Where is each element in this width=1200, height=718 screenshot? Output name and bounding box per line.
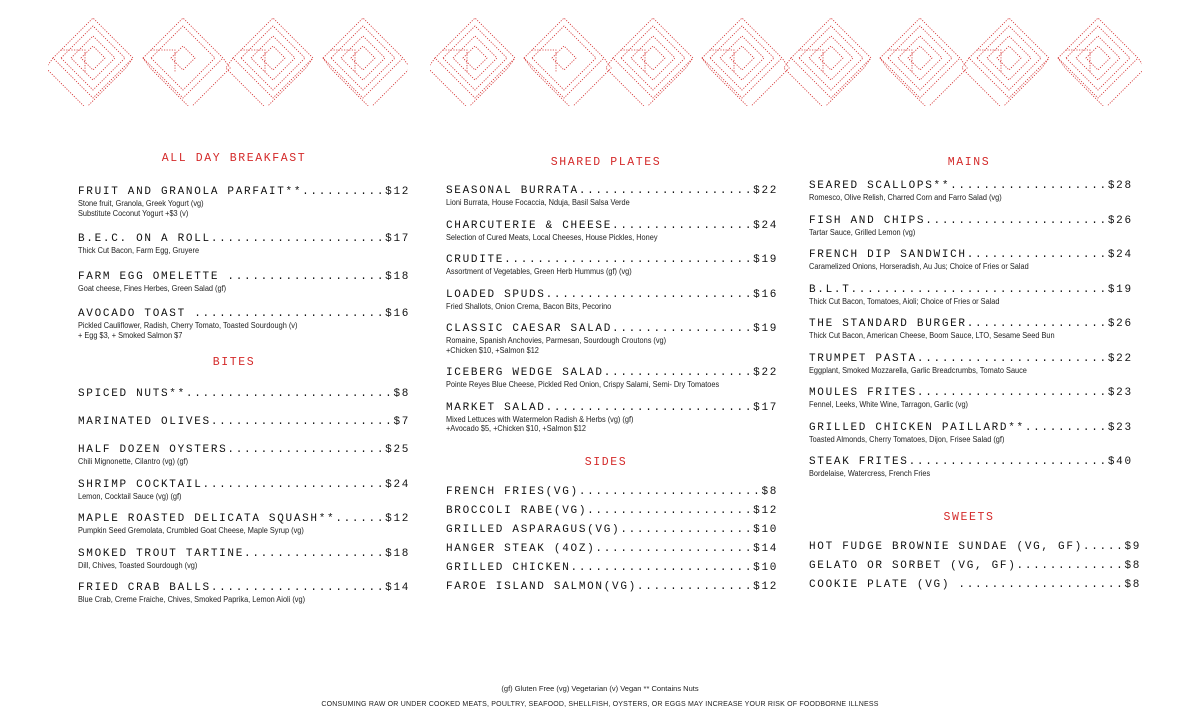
menu-item: [446, 219, 779, 243]
menu-item: [809, 421, 1133, 445]
menu-item: [809, 352, 1133, 376]
item-name-price: BROCCOLI RABE(VG)....................$12: [446, 504, 779, 517]
item-name-price: MOULES FRITES.......................$23: [809, 387, 1133, 399]
item-description: Romesco, Olive Relish, Charred Corn and Farro Salad (vg): [809, 193, 1002, 202]
section-sweets: [809, 510, 1142, 592]
section-title: SWEETS: [943, 510, 995, 524]
dietary-legend: (gf) Gluten Free (vg) Vegetarian (v) Vegan ** Contains Nuts: [501, 684, 699, 693]
item-name-price: COOKIE PLATE (VG) ....................$8: [809, 578, 1142, 591]
item-description: Mixed Lettuces with Watermelon Radish & Herbs (vg) (gf) +Avocado $5, +Chicken $10, +Salmon $12: [446, 414, 634, 433]
item-name-price: GRILLED CHICKEN......................$10: [446, 561, 779, 574]
item-name-price: AVOCADO TOAST .......................$16: [78, 308, 411, 320]
item-name-price: TRUMPET PASTA.......................$22: [809, 352, 1133, 365]
section-all-day-breakfast: [78, 152, 411, 340]
item-description: Goat cheese, Fines Herbes, Green Salad (gf): [78, 283, 227, 293]
header-banner-left: [48, 18, 408, 106]
item-name-price: FISH AND CHIPS......................$26: [809, 214, 1133, 227]
item-name-price: GELATO OR SORBET (VG, GF).............$8: [809, 559, 1142, 572]
item-name-price: MAPLE ROASTED DELICATA SQUASH**......$12: [78, 513, 411, 525]
item-description: Thick Cut Bacon, Farm Egg, Gruyere: [78, 246, 200, 255]
item-description: Pumpkin Seed Gremolata, Crumbled Goat Cheese, Maple Syrup (vg): [78, 526, 304, 535]
item-name-price: CLASSIC CAESAR SALAD.................$19: [446, 323, 779, 335]
food-safety-warning: CONSUMING RAW OR UNDER COOKED MEATS, POULTRY, SEAFOOD, SHELLFISH, OYSTERS, OR EGGS MAY INCREASE YOUR RISK OF FOODBORNE ILLNESS: [321, 701, 879, 708]
menu-item: [809, 283, 1133, 307]
menu-item: [446, 184, 779, 208]
menu-item: [446, 542, 779, 556]
item-name-price: GRILLED CHICKEN PAILLARD**..........$23: [809, 421, 1133, 434]
monogram-icon: [430, 18, 1142, 106]
item-name-price: MARINATED OLIVES......................$7: [78, 416, 411, 428]
menu-item: [809, 540, 1142, 554]
menu-item: [446, 401, 779, 434]
item-description: Caramelized Onions, Horseradish, Au Jus; Choice of Fries or Salad: [809, 262, 1029, 271]
menu-item: [78, 415, 411, 429]
item-name-price: STEAK FRITES........................$40: [809, 456, 1133, 468]
item-description: Dill, Chives, Toasted Sourdough (vg): [78, 560, 198, 570]
item-description: Eggplant, Smoked Mozzarella, Garlic Breadcrumbs, Tomato Sauce: [809, 365, 1027, 375]
item-name-price: FARM EGG OMELETTE ...................$18: [78, 270, 411, 283]
item-description: Assortment of Vegetables, Green Herb Hummus (gf) (vg): [446, 267, 632, 276]
menu-column-left: [78, 150, 411, 616]
item-description: Blue Crab, Creme Fraiche, Chives, Smoked Paprika, Lemon Aioli (vg): [78, 595, 306, 604]
item-description: Lemon, Cocktail Sauce (vg) (gf): [78, 491, 182, 501]
item-name-price: HALF DOZEN OYSTERS...................$25: [78, 444, 411, 456]
item-description: Lioni Burrata, House Focaccia, Nduja, Basil Salsa Verde: [446, 198, 630, 207]
menu-item: [78, 547, 411, 571]
section-bites: [78, 356, 411, 605]
item-description: Thick Cut Bacon, Tomatoes, Aioli; Choice of Fries or Salad: [809, 296, 1000, 306]
item-name-price: SEARED SCALLOPS**...................$28: [809, 180, 1133, 192]
menu-item: [78, 387, 411, 401]
menu-item: [809, 386, 1133, 410]
menu-item: [809, 578, 1142, 592]
menu-item: [809, 248, 1133, 272]
section-title: MAINS: [947, 156, 991, 169]
item-name-price: HANGER STEAK (4OZ)...................$14: [446, 542, 779, 555]
item-name-price: FRUIT AND GRANOLA PARFAIT**..........$12: [78, 186, 411, 198]
menu-item: [446, 288, 779, 312]
item-description: Toasted Almonds, Cherry Tomatoes, Dijon, Frisee Salad (gf): [809, 434, 1005, 444]
item-description: Fennel, Leeks, White Wine, Tarragon, Garlic (vg): [809, 400, 968, 409]
section-shared-plates: [446, 156, 779, 434]
menu-item: [809, 455, 1133, 479]
item-description: Stone fruit, Granola, Greek Yogurt (vg) Substitute Coconut Yogurt +$3 (v): [78, 199, 204, 218]
item-name-price: GRILLED ASPARAGUS(VG)................$10: [446, 523, 779, 536]
section-title: SHARED PLATES: [550, 156, 662, 169]
item-name-price: FAROE ISLAND SALMON(VG)..............$12: [446, 580, 779, 593]
header-banner-right: [430, 18, 1142, 106]
item-description: Romaine, Spanish Anchovies, Parmesan, Sourdough Croutons (vg) +Chicken $10, +Salmon $12: [446, 336, 667, 355]
menu-item: [446, 523, 779, 537]
monogram-icon: [48, 18, 408, 106]
item-name-price: FRENCH FRIES(VG)......................$8: [446, 485, 779, 498]
item-name-price: CHARCUTERIE & CHEESE.................$24: [446, 219, 779, 232]
menu-item: [446, 366, 779, 390]
menu-item: [809, 214, 1133, 238]
menu-item: [78, 478, 411, 502]
section-mains: [809, 156, 1133, 479]
menu-item: [78, 185, 411, 218]
item-name-price: SHRIMP COCKTAIL......................$24: [78, 478, 411, 491]
menu-item: [78, 232, 411, 256]
item-name-price: FRIED CRAB BALLS.....................$14: [78, 582, 411, 594]
section-sides: [446, 455, 779, 594]
item-name-price: FRENCH DIP SANDWICH.................$24: [809, 249, 1133, 261]
item-description: Pointe Reyes Blue Cheese, Pickled Red Onion, Crispy Salami, Semi- Dry Tomatoes: [446, 380, 720, 389]
menu-item: [78, 270, 411, 294]
menu-column-right: [809, 150, 1142, 597]
item-description: Fried Shallots, Onion Crema, Bacon Bits, Pecorino: [446, 301, 612, 311]
item-name-price: HOT FUDGE BROWNIE SUNDAE (VG, GF).....$9: [809, 540, 1142, 553]
menu-item: [446, 322, 779, 355]
item-description: Bordelaise, Watercress, French Fries: [809, 469, 931, 478]
menu-column-center: [446, 150, 779, 599]
menu-item: [446, 580, 779, 594]
item-name-price: SPICED NUTS**.........................$8: [78, 388, 411, 400]
menu-item: [78, 512, 411, 536]
menu-item: [446, 561, 779, 575]
menu-item: [78, 581, 411, 605]
section-title: BITES: [212, 356, 256, 369]
menu-item: [809, 317, 1133, 341]
menu-item: [446, 253, 779, 277]
menu-item: [78, 443, 411, 467]
section-title: SIDES: [584, 455, 628, 469]
menu-item: [446, 485, 779, 499]
item-name-price: B.L.T...............................$19: [809, 283, 1133, 296]
item-description: Selection of Cured Meats, Local Cheeses, House Pickles, Honey: [446, 232, 658, 242]
menu-item: [809, 179, 1133, 203]
menu-item: [78, 307, 411, 340]
item-description: Tartar Sauce, Grilled Lemon (vg): [809, 227, 916, 237]
section-title: ALL DAY BREAKFAST: [161, 152, 307, 165]
menu-item: [809, 559, 1142, 573]
item-description: Pickled Cauliflower, Radish, Cherry Tomato, Toasted Sourdough (v) + Egg $3, + Smoked Salmon $7: [78, 321, 298, 340]
item-name-price: SMOKED TROUT TARTINE.................$18: [78, 547, 411, 560]
item-name-price: THE STANDARD BURGER.................$26: [809, 318, 1133, 330]
item-name-price: ICEBERG WEDGE SALAD..................$22: [446, 367, 779, 379]
item-description: Thick Cut Bacon, American Cheese, Boom Sauce, LTO, Sesame Seed Bun: [809, 331, 1055, 340]
item-name-price: SEASONAL BURRATA.....................$22: [446, 185, 779, 197]
item-name-price: B.E.C. ON A ROLL.....................$17: [78, 233, 411, 245]
item-name-price: CRUDITE..............................$19: [446, 254, 779, 266]
menu-item: [446, 504, 779, 518]
item-name-price: LOADED SPUDS.........................$16: [446, 288, 779, 301]
item-name-price: MARKET SALAD.........................$17: [446, 401, 779, 414]
item-description: Chili Mignonette, Cilantro (vg) (gf): [78, 457, 189, 466]
